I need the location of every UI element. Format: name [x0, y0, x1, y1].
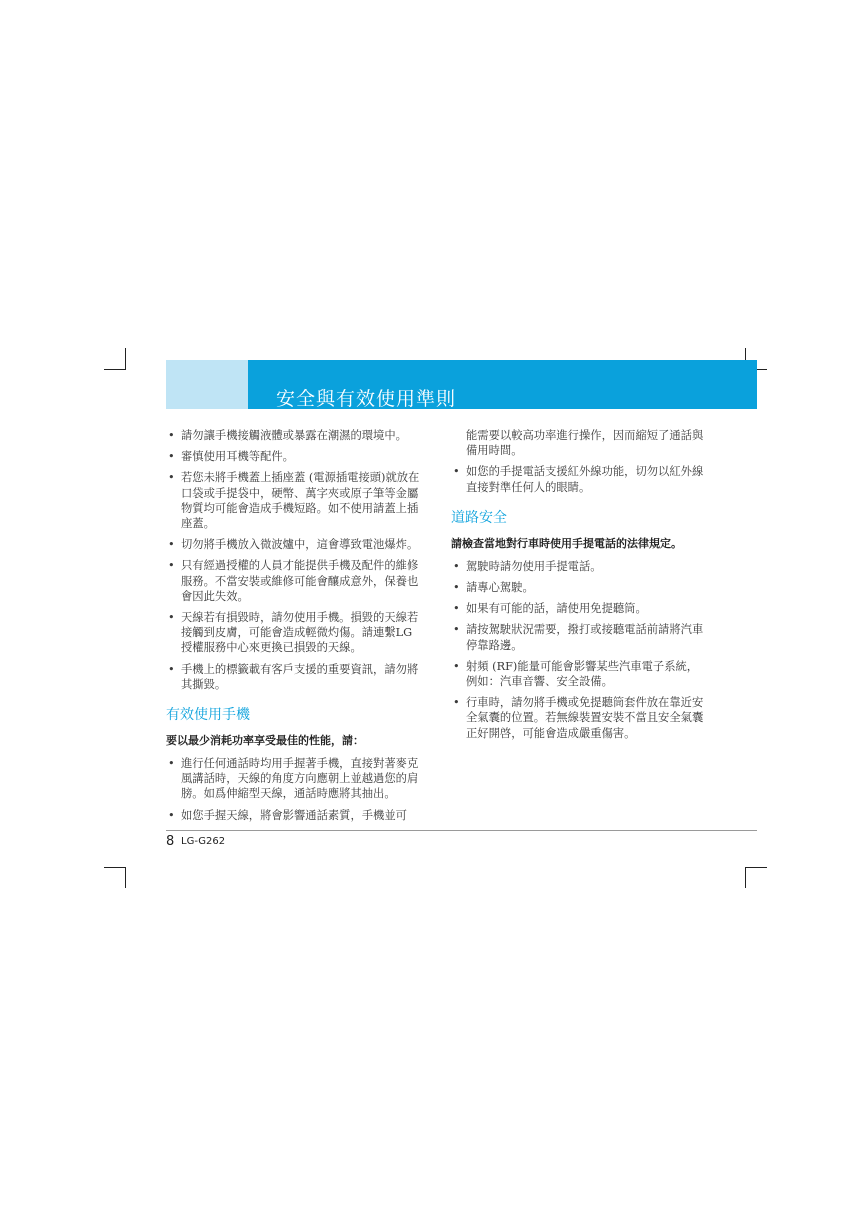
list-item [451, 559, 707, 574]
list-item-text: 請按駕駛狀況需要，撥打或接聽電話前請將汽車停靠路邊。 [466, 623, 704, 652]
bullet-icon: • [168, 429, 175, 442]
bullet-icon: • [168, 538, 175, 552]
list-item-text: 如果有可能的話，請使用免提聽筒。 [466, 602, 647, 616]
bullet-icon: • [168, 757, 175, 771]
list-item [451, 659, 707, 689]
list-item [166, 756, 426, 802]
bullet-icon: • [453, 602, 460, 616]
right-column [451, 428, 707, 747]
list-item-text: 審慎使用耳機等配件。 [181, 450, 294, 464]
section-subtitle: 請檢查當地對行車時使用手提電話的法律規定。 [451, 536, 682, 550]
list-item [166, 558, 426, 604]
list-item [166, 808, 426, 823]
list-item-text: 請勿讓手機接觸液體或暴露在潮濕的環境中。 [181, 429, 407, 442]
crop-mark [125, 867, 126, 888]
bullet-icon: • [453, 465, 460, 479]
crop-mark [104, 369, 126, 370]
crop-mark [745, 867, 767, 868]
list-item [451, 695, 707, 741]
list-item-text: 進行任何通話時均用手握著手機，直接對著麥克風講話時，天線的角度方向應朝上並越過您的肩膀。如爲伸縮型天線，通話時應將其抽出。 [181, 757, 419, 801]
list-item [166, 428, 426, 443]
crop-mark [125, 348, 126, 369]
list-item-text: 若您未將手機蓋上插座蓋 (電源插電接頭)就放在口袋或手提袋中，硬幣、萬字夾或原子筆等金屬物質均可能會造成手機短路。如不使用請蓋上插座蓋。 [181, 471, 420, 531]
crop-mark [745, 867, 746, 888]
model-name: LG-G262 [181, 836, 226, 847]
page-title: 安全與有效使用準則 [276, 388, 457, 410]
list-item-text: 行車時，請勿將手機或免提聽筒套件放在靠近安全氣囊的位置。若無線裝置安裝不當且安全氣囊正好開啓，可能會造成嚴重傷害。 [466, 696, 704, 740]
list-item [166, 537, 426, 552]
list-item-text: 如您手握天線，將會影響通話素質，手機並可 [181, 808, 407, 822]
bullet-icon: • [168, 559, 175, 573]
list-item [166, 449, 426, 464]
list-item-text: 射頻 (RF)能量可能會影響某些汽車電子系統，例如：汽車音響、安全設備。 [466, 659, 699, 689]
list-item [166, 470, 426, 531]
list-item-text: 手機上的標籤載有客戶支援的重要資訊，請勿將其撕毀。 [181, 662, 419, 691]
section-subtitle: 要以最少消耗功率享受最佳的性能，請： [166, 734, 364, 748]
page-number: 8 [166, 834, 175, 849]
list-item [451, 580, 707, 595]
bullet-icon: • [168, 662, 175, 676]
header-banner-light [166, 360, 248, 409]
list-item [166, 662, 426, 692]
footer-divider [166, 830, 757, 831]
bullet-icon: • [453, 581, 460, 595]
list-item-text: 只有經過授權的人員才能提供手機及配件的維修服務。不當安裝或維修可能會釀成意外，保養也會因此失效。 [181, 559, 419, 603]
list-item-text: 請專心駕駛。 [466, 581, 534, 595]
bullet-icon: • [168, 611, 175, 625]
bullet-icon: • [453, 559, 460, 573]
list-item [166, 610, 426, 656]
list-item [451, 601, 707, 616]
bullet-icon: • [453, 696, 460, 710]
section-title-road-safety: 道路安全 [451, 509, 507, 526]
section-title-efficient-use: 有效使用手機 [166, 707, 250, 724]
crop-mark [104, 867, 126, 868]
bullet-icon: • [453, 623, 460, 637]
list-item-text: 駕駛時請勿使用手提電話。 [466, 559, 602, 573]
bullet-icon: • [168, 471, 175, 485]
list-item-text: 如您的手提電話支援紅外線功能，切勿以紅外線直接對準任何人的眼睛。 [466, 465, 704, 494]
list-item [451, 622, 707, 652]
list-item-continuation: 能需要以較高功率進行操作，因而縮短了通話與備用時間。 [466, 429, 704, 458]
list-item-text: 天線若有損毀時，請勿使用手機。損毀的天線若接觸到皮膚，可能會造成輕微灼傷。請連繫LG 授權服務中心來更換已損毀的天線。 [181, 611, 419, 655]
bullet-icon: • [168, 808, 175, 822]
bullet-icon: • [168, 450, 175, 464]
list-item-text: 切勿將手機放入微波爐中，這會導致電池爆炸。 [181, 538, 419, 552]
left-column [166, 428, 426, 829]
list-item [451, 464, 707, 494]
bullet-icon: • [453, 659, 460, 673]
